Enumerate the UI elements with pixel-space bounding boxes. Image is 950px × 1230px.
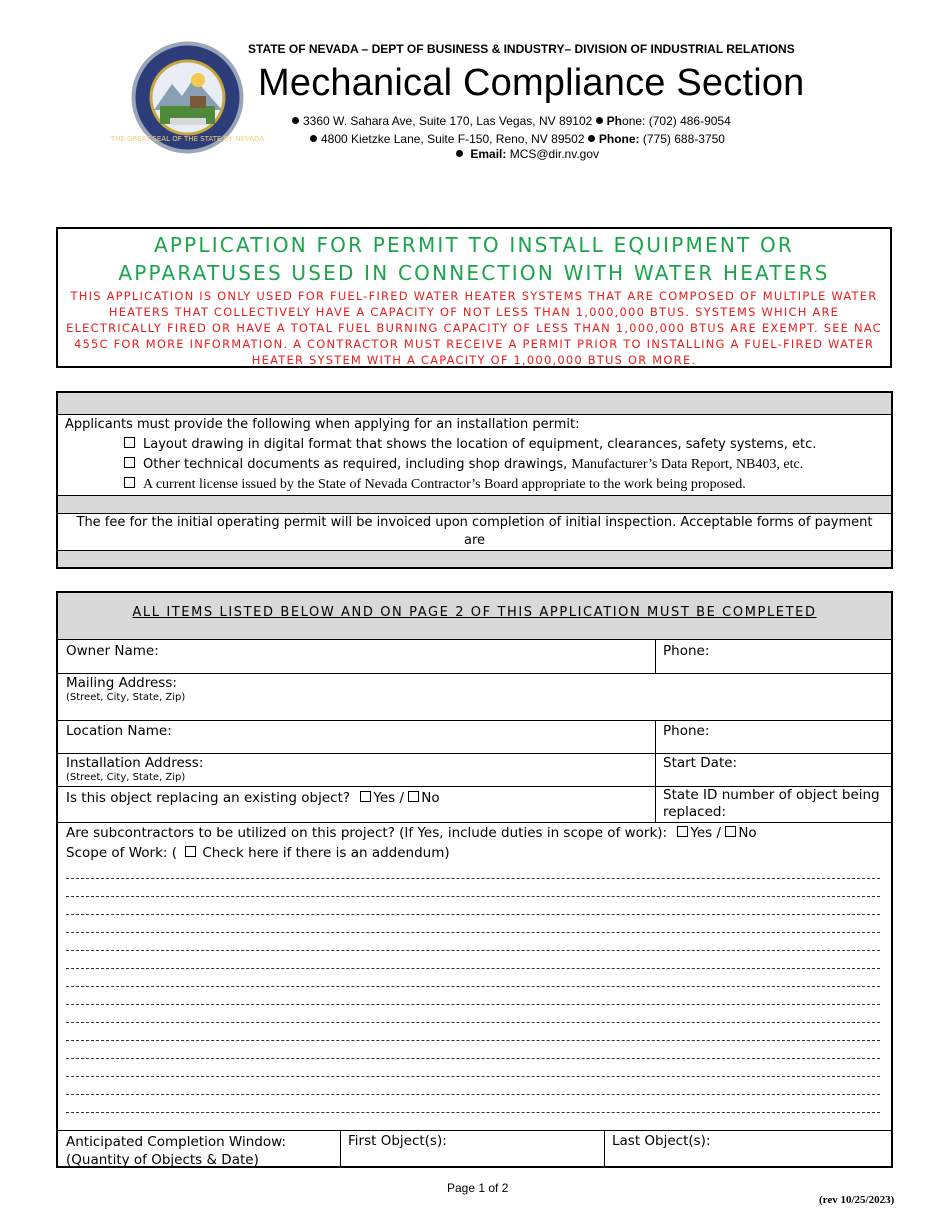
subcontractors-no-checkbox[interactable] (725, 826, 736, 837)
no-label: No (421, 790, 440, 806)
divider (655, 720, 656, 822)
scope-line[interactable] (66, 1058, 880, 1059)
checkbox-icon (124, 437, 135, 448)
divider (655, 640, 656, 673)
requirement-license: A current license issued by the State of Nevada Contractor’s Board appropriate to the work being proposed. (143, 477, 746, 492)
scope-line[interactable] (66, 896, 880, 897)
no-label: No (738, 825, 757, 841)
scope-line[interactable] (66, 1094, 880, 1095)
divider (58, 822, 891, 823)
requirement-layout-drawing: Layout drawing in digital format that shows the location of equipment, clearances, safety systems, etc. (143, 437, 817, 452)
requirement-technical-docs-examples: Manufacturer’s Data Report, NB403, etc. (571, 457, 804, 472)
requirements-box (56, 391, 893, 569)
eligibility-notice: THIS APPLICATION IS ONLY USED FOR FUEL-FIRED WATER HEATER SYSTEMS THAT ARE COMPOSED OF MULTIPLE WATER HEATERS THAT COLLECTIVELY HAVE A CAPACITY OF NOT LESS THAN 1,000,000 BTUS. SYSTEMS WHICH ARE ELECTRICALLY FIRED OR HAVE A TOTAL FUEL BURNING CAPACITY OF LESS THAN 1,000,000 BTUS ARE EXEMPT. SEE NAC 455C FOR MORE INFORMATION. A CONTRACTOR MUST RECEIVE A PERMIT PRIOR TO INSTALLING A FUEL-FIRED WATER HEATER SYSTEM WITH A CAPACITY OF 1,000,000 BTUS OR MORE. (66, 289, 882, 367)
reno-address: 4800 Kietzke Lane, Suite F-150, Reno, NV 89502 (321, 132, 585, 146)
fee-line-1: The fee for the initial operating permit will be invoiced upon completion of initial inspection. Acceptable forms of payment are (76, 515, 873, 548)
checkbox-icon (124, 477, 135, 488)
phone-label-rest: one: (622, 114, 646, 128)
state-id-label-line-1: State ID number of object being (663, 787, 880, 803)
state-id-label (663, 787, 880, 821)
phone-label: Phone: (598, 132, 640, 146)
scope-line[interactable] (66, 968, 880, 969)
requirement-item (124, 477, 746, 493)
bullet-icon (456, 150, 463, 157)
requirement-item (124, 437, 816, 452)
scope-line[interactable] (66, 950, 880, 951)
location-phone-label: Phone: (663, 723, 710, 739)
replacing-yes-checkbox[interactable] (360, 791, 371, 802)
divider (604, 1130, 605, 1168)
page-number: Page 1 of 2 (447, 1181, 509, 1195)
divider (58, 414, 891, 415)
scope-line[interactable] (66, 1022, 880, 1023)
gray-band (58, 496, 891, 513)
title-line-2: APPARATUSES USED IN CONNECTION WITH WATER HEATERS (118, 261, 830, 285)
owner-phone-label: Phone: (663, 643, 710, 659)
scope-line[interactable] (66, 986, 880, 987)
requirements-intro: Applicants must provide the following when applying for an installation permit: (65, 417, 580, 432)
scope-line[interactable] (66, 1076, 880, 1077)
state-id-label-line-2: replaced: (663, 804, 726, 820)
replacing-no-checkbox[interactable] (408, 791, 419, 802)
las-vegas-phone: (702) 486-9054 (648, 114, 731, 128)
reno-phone: (775) 688-3750 (642, 132, 725, 146)
installation-address-hint: (Street, City, State, Zip) (66, 772, 186, 783)
seal-lettering: THE GREAT SEAL OF THE STATE OF NEVADA (110, 135, 265, 143)
requirement-technical-docs: Other technical documents as required, including shop drawings, (143, 457, 568, 472)
mailing-address-label: Mailing Address: (66, 675, 177, 691)
section-title: Mechanical Compliance Section (258, 62, 805, 104)
email-line (456, 147, 599, 161)
scope-line[interactable] (66, 914, 880, 915)
application-title (58, 231, 890, 287)
checkbox-icon (124, 457, 135, 468)
completion-window-label (66, 1133, 286, 1169)
requirement-item (124, 457, 803, 473)
divider (58, 753, 891, 754)
phone-label-bold: Ph (606, 114, 623, 128)
divider (340, 1130, 341, 1168)
start-date-label: Start Date: (663, 755, 738, 771)
las-vegas-address-line (292, 114, 731, 128)
form-header: ALL ITEMS LISTED BELOW AND ON PAGE 2 OF THIS APPLICATION MUST BE COMPLETED (132, 605, 817, 620)
completion-window-line-2: (Quantity of Objects & Date) (66, 1152, 259, 1168)
agency-name: STATE OF NEVADA – DEPT OF BUSINESS & INDUSTRY– DIVISION OF INDUSTRIAL RELATIONS (248, 42, 795, 56)
first-objects-label: First Object(s): (348, 1133, 447, 1149)
location-name-label: Location Name: (66, 723, 172, 739)
scope-line[interactable] (66, 1112, 880, 1113)
scope-line[interactable] (66, 932, 880, 933)
bullet-icon (596, 117, 603, 124)
application-title-box (56, 227, 892, 368)
bullet-icon (588, 135, 595, 142)
title-line-1: APPLICATION FOR PERMIT TO INSTALL EQUIPMENT OR (153, 233, 795, 257)
installation-address-label: Installation Address: (66, 755, 204, 771)
replacing-question (66, 790, 440, 806)
nevada-state-seal (110, 40, 265, 155)
gray-band (58, 551, 891, 567)
revision-date: (rev 10/25/2023) (819, 1194, 895, 1206)
form-header-band (58, 593, 891, 640)
application-form (56, 591, 893, 1168)
reno-address-line (310, 132, 725, 146)
subcontractors-yes-checkbox[interactable] (677, 826, 688, 837)
subcontractors-question (66, 825, 757, 841)
divider (58, 720, 891, 721)
divider (58, 673, 891, 674)
scope-line[interactable] (66, 878, 880, 879)
addendum-label: Check here if there is an addendum) (202, 845, 450, 861)
email-address[interactable]: MCS@dir.nv.gov (509, 147, 600, 161)
bullet-icon (292, 117, 299, 124)
divider (58, 1130, 891, 1131)
yes-label: Yes / (690, 825, 722, 841)
addendum-checkbox[interactable] (185, 846, 196, 857)
scope-of-work-label (66, 845, 450, 861)
replacing-question-text: Is this object replacing an existing object? (66, 790, 351, 806)
gray-band (58, 393, 891, 414)
scope-of-work-text: Scope of Work: ( (66, 845, 178, 861)
las-vegas-address: 3360 W. Sahara Ave, Suite 170, Las Vegas, NV 89102 (303, 114, 593, 128)
bullet-icon (310, 135, 317, 142)
last-objects-label: Last Object(s): (612, 1133, 711, 1149)
scope-line[interactable] (66, 1040, 880, 1041)
yes-label: Yes / (373, 790, 404, 806)
subcontractors-question-text: Are subcontractors to be utilized on this project? (If Yes, include duties in scope of work): (66, 825, 668, 841)
mailing-address-hint: (Street, City, State, Zip) (66, 692, 186, 703)
completion-window-line-1: Anticipated Completion Window: (66, 1134, 286, 1150)
email-label: Email: (470, 147, 507, 161)
scope-line[interactable] (66, 1004, 880, 1005)
owner-name-label: Owner Name: (66, 643, 159, 659)
